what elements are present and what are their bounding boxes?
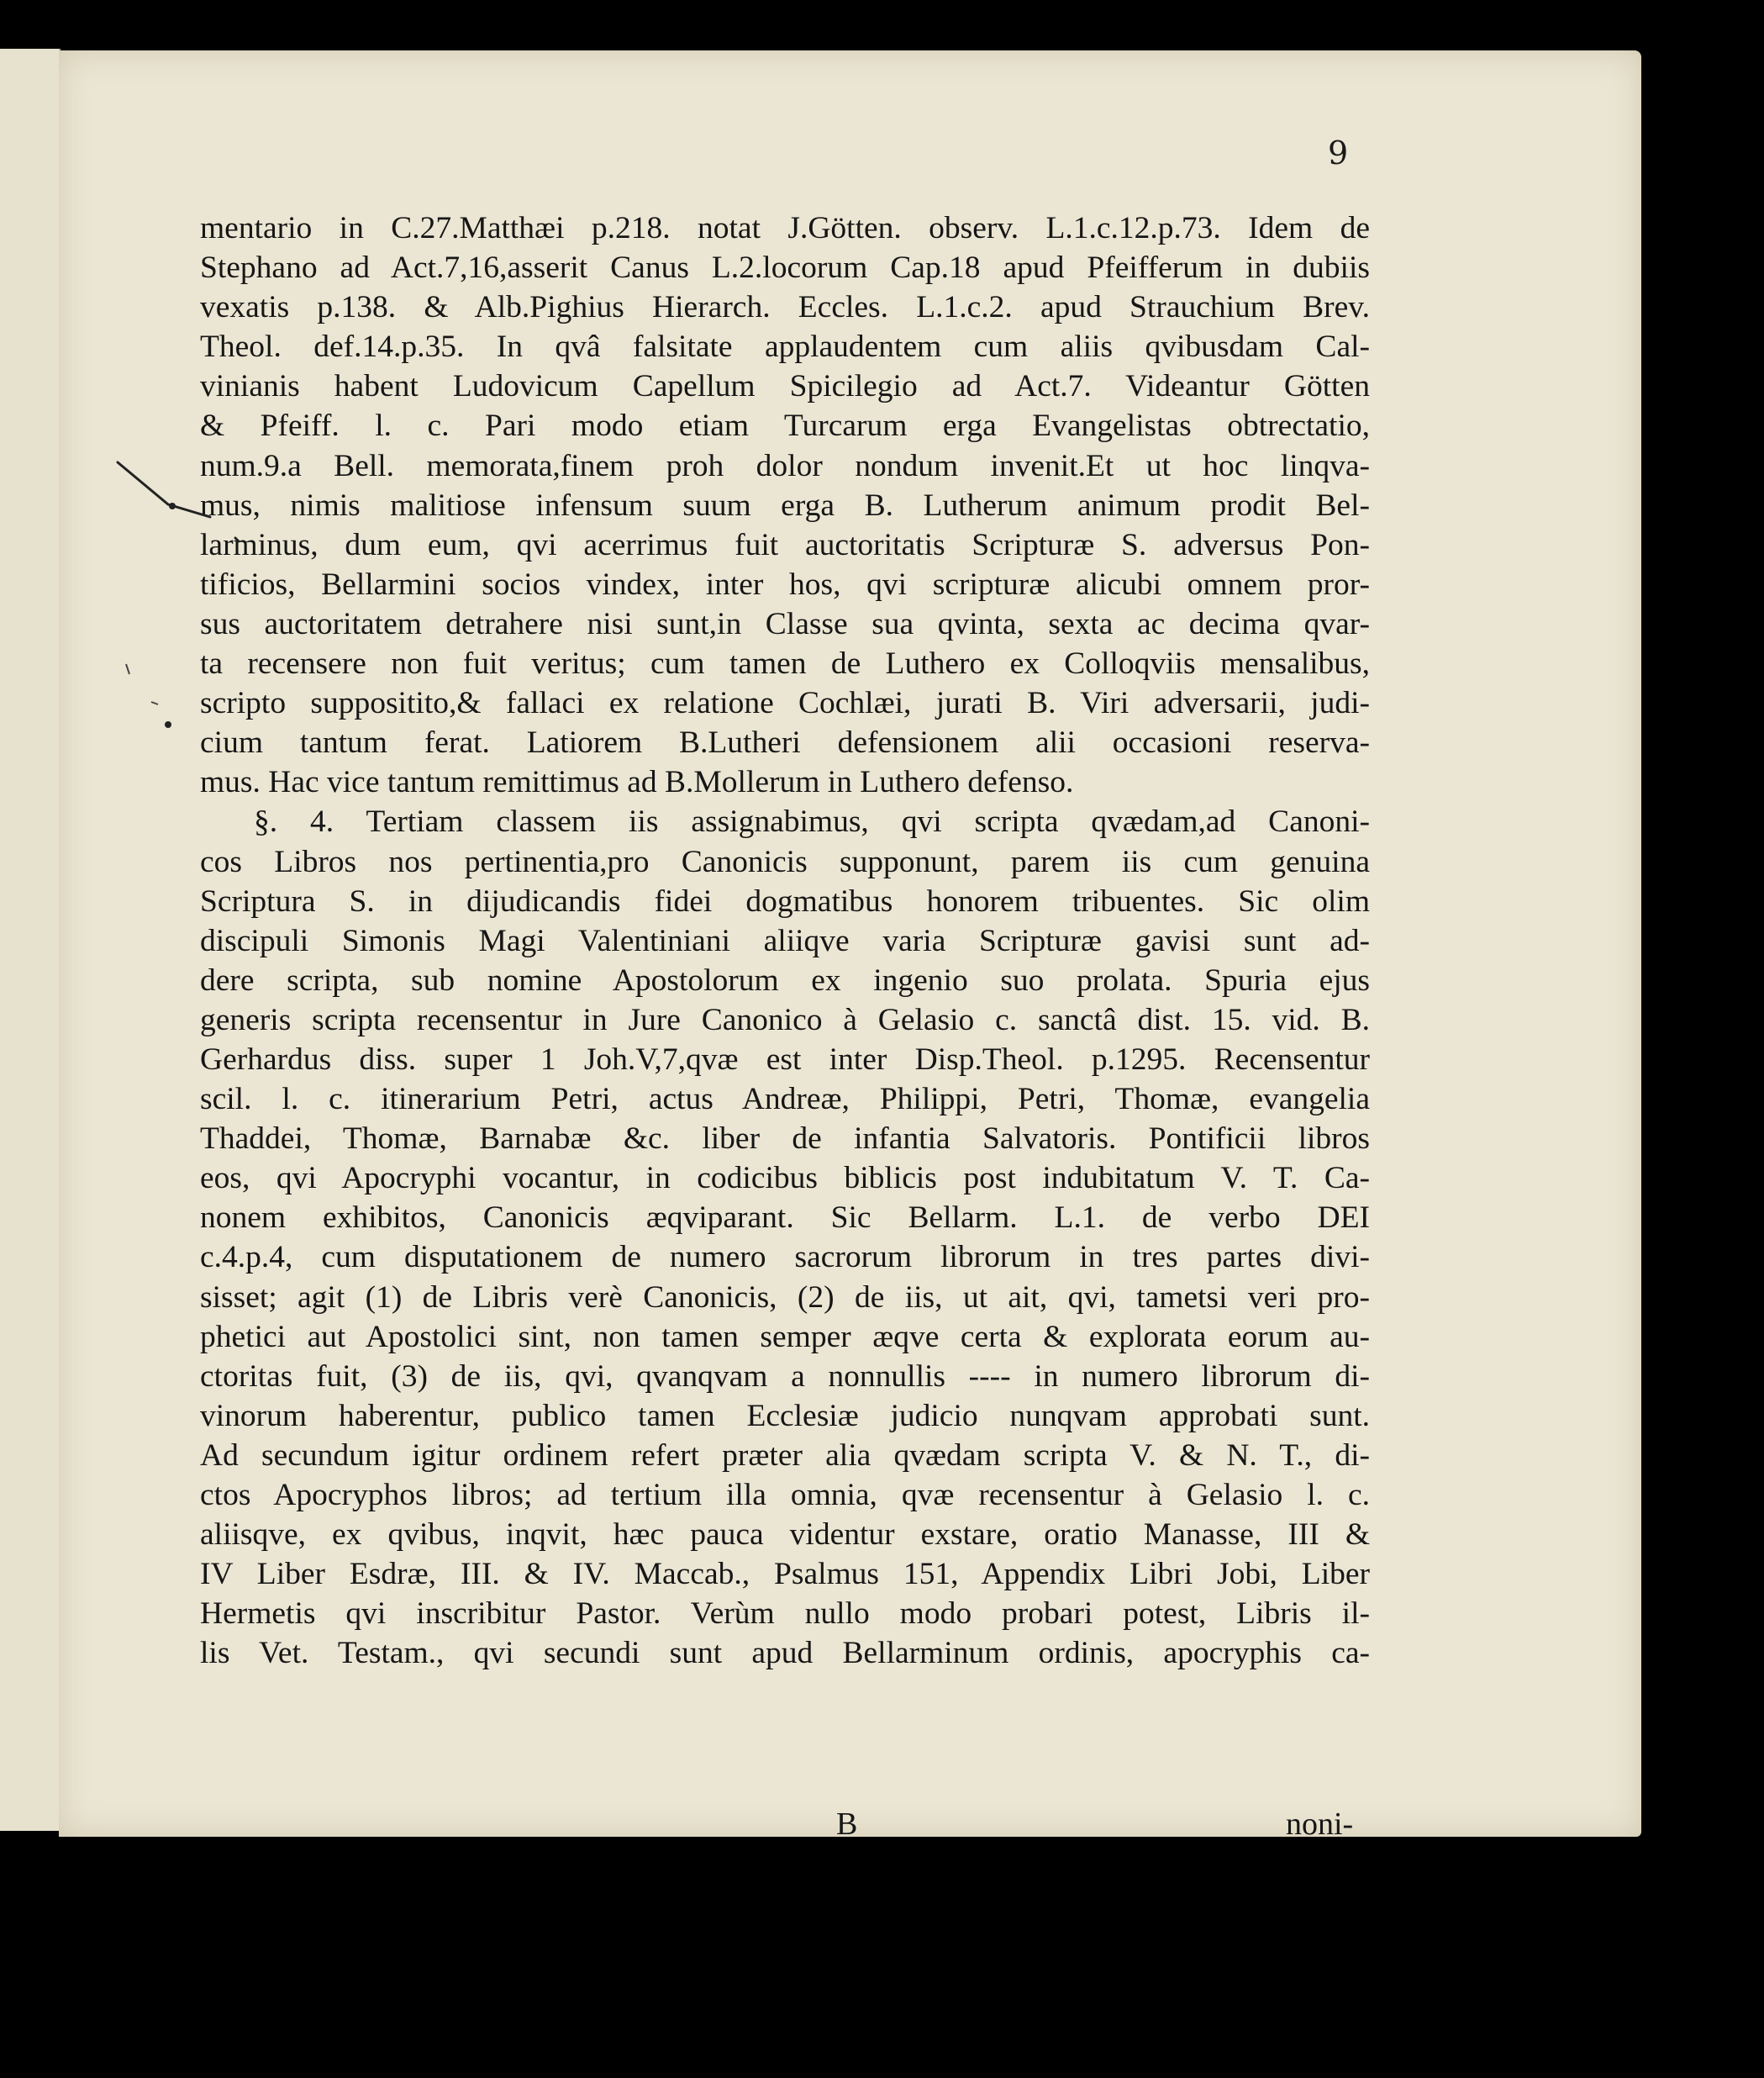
text-line: Ad secundum igitur ordinem refert præter alia qvædam scripta V. & N. T., di-	[200, 1437, 1370, 1473]
margin-dots	[118, 656, 185, 757]
text-line: ctos Apocryphos libros; ad tertium illa omnia, qvæ recensentur à Gelasio l. c.	[200, 1478, 1370, 1512]
text-line: ctoritas fuit, (3) de iis, qvi, qvanqvam a nonnullis ---- in numero librorum di-	[200, 1358, 1370, 1394]
paragraph-start-line: §. 4. Tertiam classem iis assignabimus, qvi scripta qvædam,ad Canoni-	[254, 804, 1370, 840]
margin-pen-stroke	[109, 454, 244, 555]
text-line: num.9.a Bell. memorata,finem proh dolor nondum invenit.Et ut hoc linqva-	[200, 448, 1370, 483]
text-line: sus auctoritatem detrahere nisi sunt,in Classe sua qvinta, sexta ac decima qvar-	[200, 606, 1370, 641]
text-line: vinorum haberentur, publico tamen Ecclesiæ judicio nunqvam approbati sunt.	[200, 1398, 1370, 1433]
text-line: cos Libros nos pertinentia,pro Canonicis supponunt, parem iis cum genuina	[200, 844, 1370, 879]
text-line: tificios, Bellarmini socios vindex, inter hos, qvi scripturæ alicubi omnem pror-	[200, 567, 1370, 602]
signature-mark: B	[836, 1806, 858, 1842]
text-line: Theol. def.14.p.35. In qvâ falsitate applaudentem cum aliis qvibusdam Cal-	[200, 330, 1370, 365]
text-line: dere scripta, sub nomine Apostolorum ex ingenio suo prolata. Spuria ejus	[200, 963, 1370, 998]
text-line: nonem exhibitos, Canonicis æqviparant. Sic Bellarm. L.1. de verbo DEI	[200, 1200, 1370, 1236]
text-line: c.4.p.4, cum disputationem de numero sacrorum librorum in tres partes divi-	[200, 1240, 1370, 1275]
text-line: mus. Hac vice tantum remittimus ad B.Mollerum in Luthero defenso.	[200, 765, 1074, 800]
text-line: sisset; agit (1) de Libris verè Canonicis, (2) de iis, ut ait, qvi, tametsi veri pro-	[200, 1279, 1370, 1315]
text-line: larminus, dum eum, qvi acerrimus fuit auctoritatis Scripturæ S. adversus Pon-	[200, 527, 1370, 562]
text-line: vinianis habent Ludovicum Capellum Spicilegio ad Act.7. Videantur Götten	[200, 369, 1370, 404]
text-line: scil. l. c. itinerarium Petri, actus Andreæ, Philippi, Petri, Thomæ, evangelia	[200, 1082, 1370, 1117]
facing-page-edge	[0, 49, 61, 1831]
text-line: discipuli Simonis Magi Valentiniani aliiqve varia Scripturæ gavisi sunt ad-	[200, 923, 1370, 958]
text-line: IV Liber Esdræ, III. & IV. Maccab., Psalmus 151, Appendix Libri Jobi, Liber	[200, 1557, 1370, 1592]
text-line: Hermetis qvi inscribitur Pastor. Verùm nullo modo probari potest, Libris il-	[200, 1596, 1370, 1632]
text-line: Scriptura S. in dijudicandis fidei dogmatibus honorem tribuentes. Sic olim	[200, 883, 1370, 919]
text-line: mus, nimis malitiose infensum suum erga B. Lutherum animum prodit Bel-	[200, 488, 1370, 523]
text-line: vexatis p.138. & Alb.Pighius Hierarch. Eccles. L.1.c.2. apud Strauchium Brev.	[200, 290, 1370, 325]
page-number: 9	[1328, 134, 1349, 171]
text-line: generis scripta recensentur in Jure Canonico à Gelasio c. sanctâ dist. 15. vid. B.	[200, 1002, 1370, 1037]
text-line: scripto suppositito,& fallaci ex relatione Cochlæi, jurati B. Viri adversarii, judi-	[200, 686, 1370, 721]
text-line: mentario in C.27.Matthæi p.218. notat J.Götten. observ. L.1.c.12.p.73. Idem de	[200, 211, 1370, 245]
text-line: lis Vet. Testam., qvi secundi sunt apud Bellarminum ordinis, apocryphis ca-	[200, 1636, 1370, 1671]
text-line: Gerhardus diss. super 1 Joh.V,7,qvæ est inter Disp.Theol. p.1295. Recensentur	[200, 1042, 1370, 1077]
text-line: eos, qvi Apocryphi vocantur, in codicibus biblicis post indubitatum V. T. Ca-	[200, 1161, 1370, 1196]
catchword: noni-	[1286, 1806, 1354, 1842]
text-line: Thaddei, Thomæ, Barnabæ &c. liber de infantia Salvatoris. Pontificii libros	[200, 1121, 1370, 1157]
text-line: ta recensere non fuit veritus; cum tamen de Luthero ex Colloqviis mensalibus,	[200, 646, 1370, 682]
text-line: cium tantum ferat. Latiorem B.Lutheri defensionem alii occasioni reserva-	[200, 725, 1370, 761]
text-line: & Pfeiff. l. c. Pari modo etiam Turcarum erga Evangelistas obtrectatio,	[200, 409, 1370, 444]
text-line: phetici aut Apostolici sint, non tamen semper æqve certa & explorata eorum au-	[200, 1319, 1370, 1354]
body-text	[200, 208, 1370, 1673]
text-line: aliisqve, ex qvibus, inqvit, hæc pauca videntur exstare, oratio Manasse, III &	[200, 1517, 1370, 1553]
text-line: Stephano ad Act.7,16,asserit Canus L.2.locorum Cap.18 apud Pfeifferum in dubiis	[200, 251, 1370, 286]
